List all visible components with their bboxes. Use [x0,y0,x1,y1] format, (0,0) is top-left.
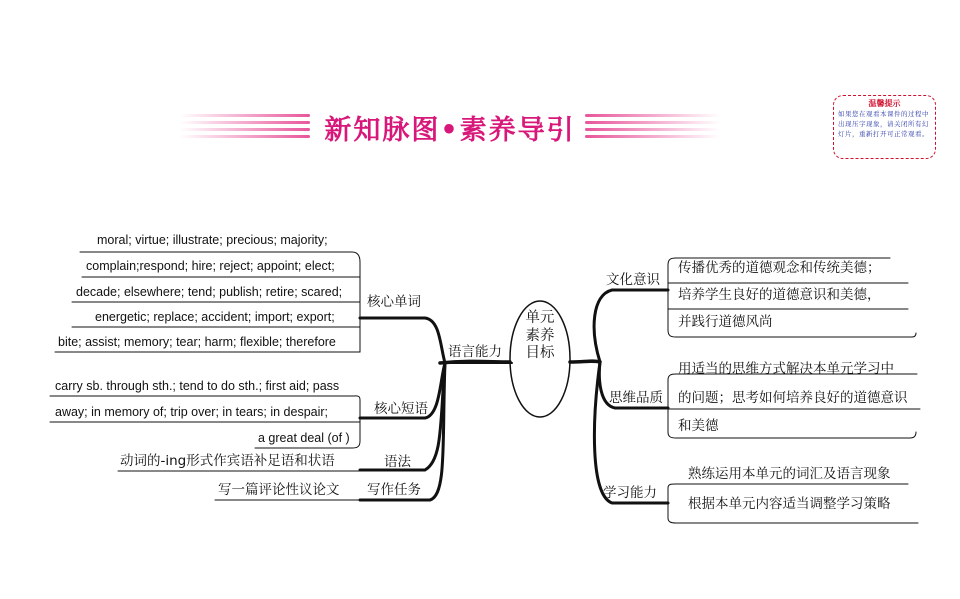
branch-label-learning: 学习能力 [603,485,657,501]
writing-text: 写一篇评论性议论文 [218,482,340,498]
branch-label-culture: 文化意识 [606,272,660,288]
thinking-line: 和美德 [678,418,719,434]
branch-label-core-phrases: 核心短语 [374,401,428,417]
trunk-right [570,361,600,362]
core-phrases-line: away; in memory of; trip over; in tears; in despair; [55,405,329,419]
thinking-line: 的问题；思考如何培养良好的道德意识 [678,390,908,406]
culture-line: 并践行道德风尚 [678,314,773,330]
branch-culture [594,290,668,362]
tip-title: 温馨提示 [868,99,901,108]
branch-label-grammar: 语法 [384,454,411,470]
branch-label-thinking: 思维品质 [609,390,663,406]
core-words-line: energetic; replace; accident; import; export; [95,310,335,324]
culture-line: 培养学生良好的道德意识和美德， [678,287,881,303]
branch-learning [594,362,668,503]
core-words-line: complain;respond; hire; reject; appoint; elect; [86,259,335,273]
learning-line: 根据本单元内容适当调整学习策略 [688,496,891,512]
branch-core-words [360,318,445,363]
branch-label-writing: 写作任务 [367,482,421,498]
core-words-line: decade; elsewhere; tend; publish; retire; scared; [76,285,343,299]
core-phrases-line: a great deal (of ) [258,431,350,445]
branch-label-language: 语言能力 [448,344,502,360]
core-words-line: bite; assist; memory; tear; harm; flexible; therefore [58,335,336,349]
branch-writing [360,363,445,500]
culture-line: 传播优秀的道德观念和传统美德； [678,260,881,276]
thinking-line: 用适当的思维方式解决本单元学习中 [678,361,894,377]
center-label: 单元素养目标 [525,310,555,361]
page-title: 新知脉图•素养导引 [324,115,576,146]
branch-label-core-words: 核心单词 [367,294,421,310]
core-phrases-line: carry sb. through sth.; tend to do sth.; first aid; pass [55,379,340,393]
grammar-text: 动词的-ing形式作宾语补足语和状语 [120,453,335,469]
core-words-line: moral; virtue; illustrate; precious; majority; [97,233,328,247]
learning-line: 熟练运用本单元的词汇及语言现象 [688,466,891,482]
tip-body: 如果您在观看本课件的过程中出现压字现象，请关闭所有幻灯片，重新打开可正常观看。 [838,110,929,138]
